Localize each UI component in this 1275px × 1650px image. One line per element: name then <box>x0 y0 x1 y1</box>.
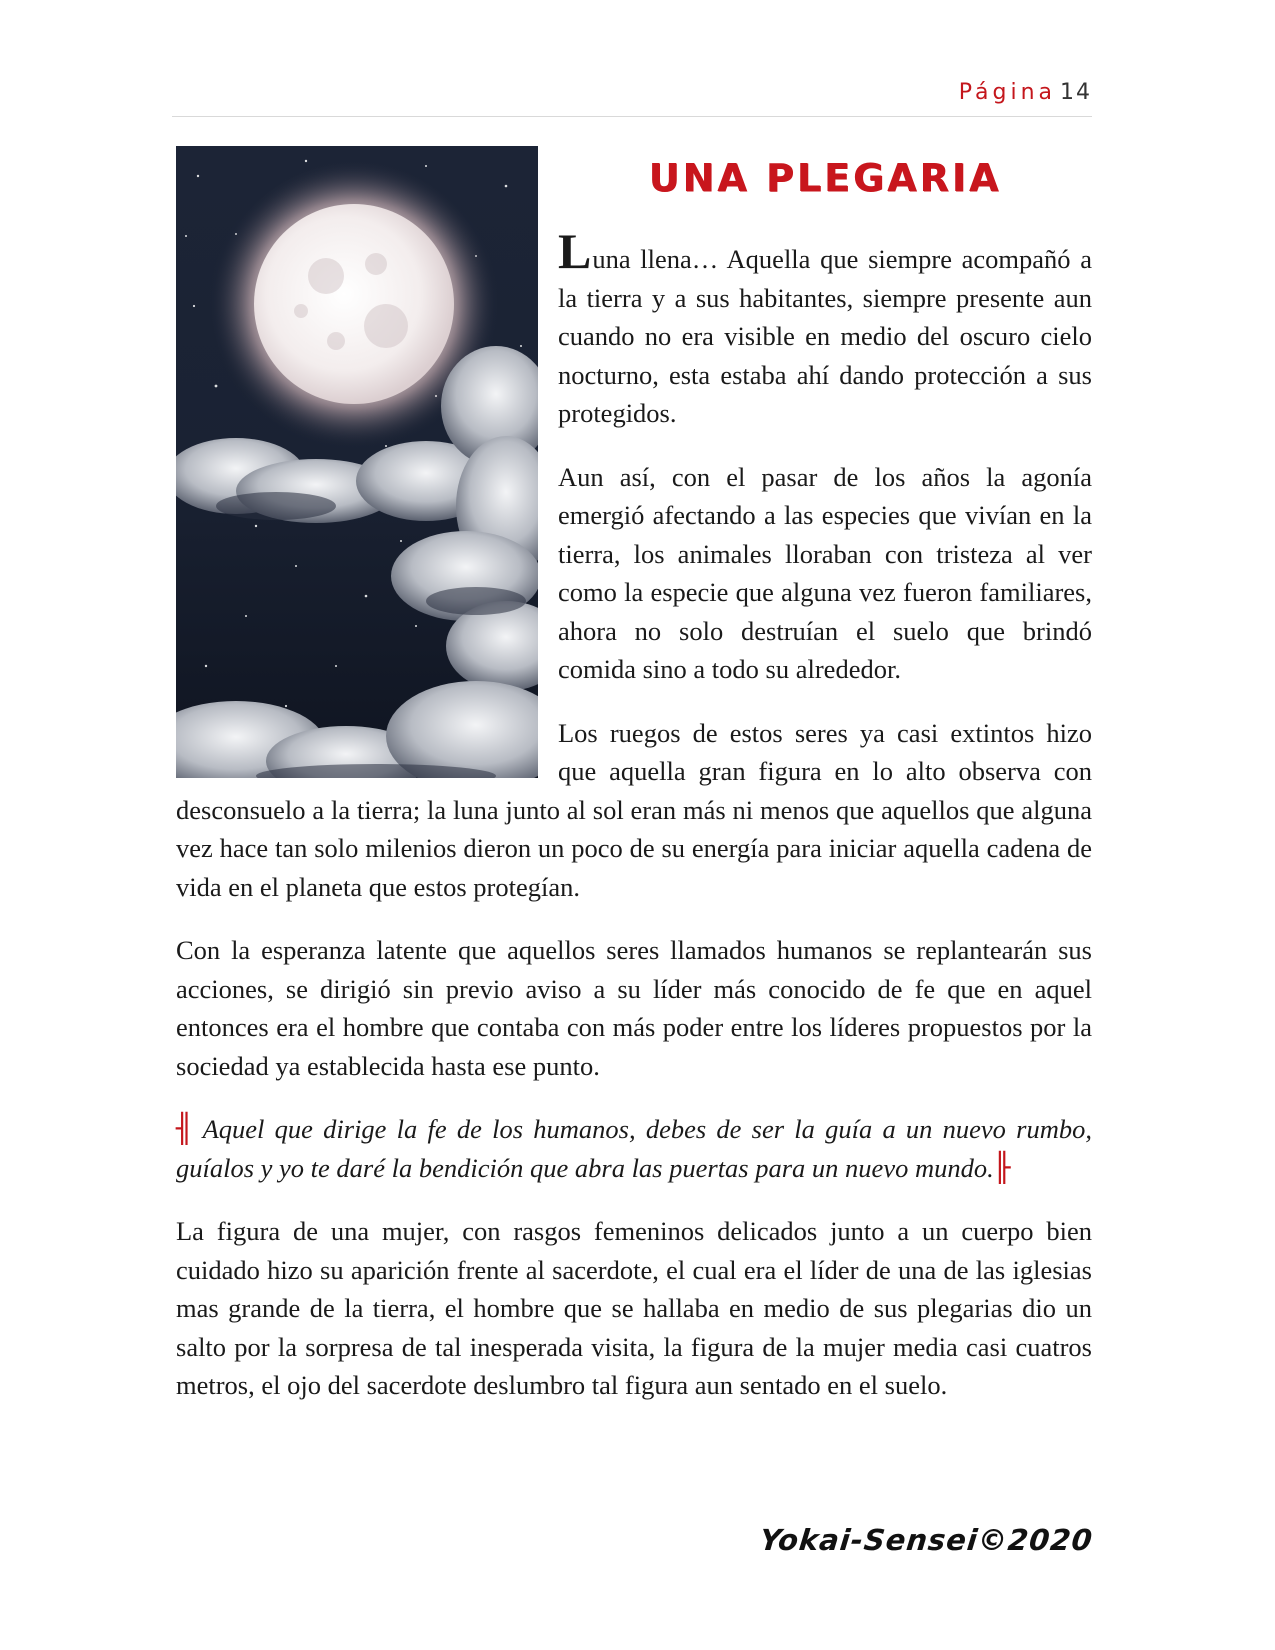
page-content <box>176 146 1092 1430</box>
quote-paragraph <box>176 1110 1092 1187</box>
author-signature: Yokai-Sensei©2020 <box>758 1523 1095 1557</box>
page-number <box>959 80 1092 105</box>
chapter-title: UNA PLEGARIA <box>648 156 1002 200</box>
page-header <box>172 74 1092 117</box>
paragraph-5: La figura de una mujer, con rasgos femeninos delicados junto a un cuerpo bien cuidado hizo su aparición frente al sacerdote, el cual era el líder de una de las iglesias mas grande de la tierra, el hombre que se hallaba en medio de sus plegarias dio un salto por la sorpresa de tal inesperada visita, la figura de la mujer media casi cuatros metros, el ojo del sacerdote deslumbro tal figura aun sentado en el suelo. <box>176 1216 1092 1400</box>
full-moon-night-sky-photo <box>176 146 538 778</box>
paragraph-3: Los ruegos de estos seres ya casi extintos hizo que aquella gran figura en lo alto observa con desconsuelo a la tierra; la luna junto al sol eran más ni menos que aquellos que alguna vez hace tan solo milenios dieron un poco de su energía para iniciar aquella cadena de vida en el planeta que estos protegían. <box>176 717 1092 902</box>
quote-text: Aquel que dirige la fe de los humanos, debes de ser la guía a un nuevo rumbo, guíalos y yo te daré la bendición que abra las puertas para un nuevo mundo. <box>176 1114 1092 1183</box>
drop-cap: L <box>558 223 592 279</box>
quote-open-mark: ╢ <box>176 1112 193 1145</box>
paragraph-1-text: una llena… Aquella que siempre acompañó a la tierra y a sus habitantes, siempre presente aun cuando no era visible en medio del oscuro cielo nocturno, esta estaba ahí dando protección a sus protegidos. <box>558 244 1092 428</box>
quote-close-mark: ╟ <box>993 1150 1011 1184</box>
paragraph-2: Aun así, con el pasar de los años la agonía emergió afectando a las especies que vivían en la tierra, los animales lloraban con tristeza al ver como la especie que alguna vez fueron familiares, ahora no solo destruían el suelo que brindó comida sino a todo su alrededor. <box>558 461 1092 684</box>
page-label: Página <box>958 80 1056 105</box>
paragraph-4: Con la esperanza latente que aquellos seres llamados humanos se replantearán sus acciones, se dirigió sin previo aviso a su líder más conocido de fe que en aquel entonces era el hombre que contaba con más poder entre los líderes propuestos por la sociedad ya establecida hasta ese punto. <box>176 935 1092 1081</box>
page-number-value: 14 <box>1060 80 1092 105</box>
